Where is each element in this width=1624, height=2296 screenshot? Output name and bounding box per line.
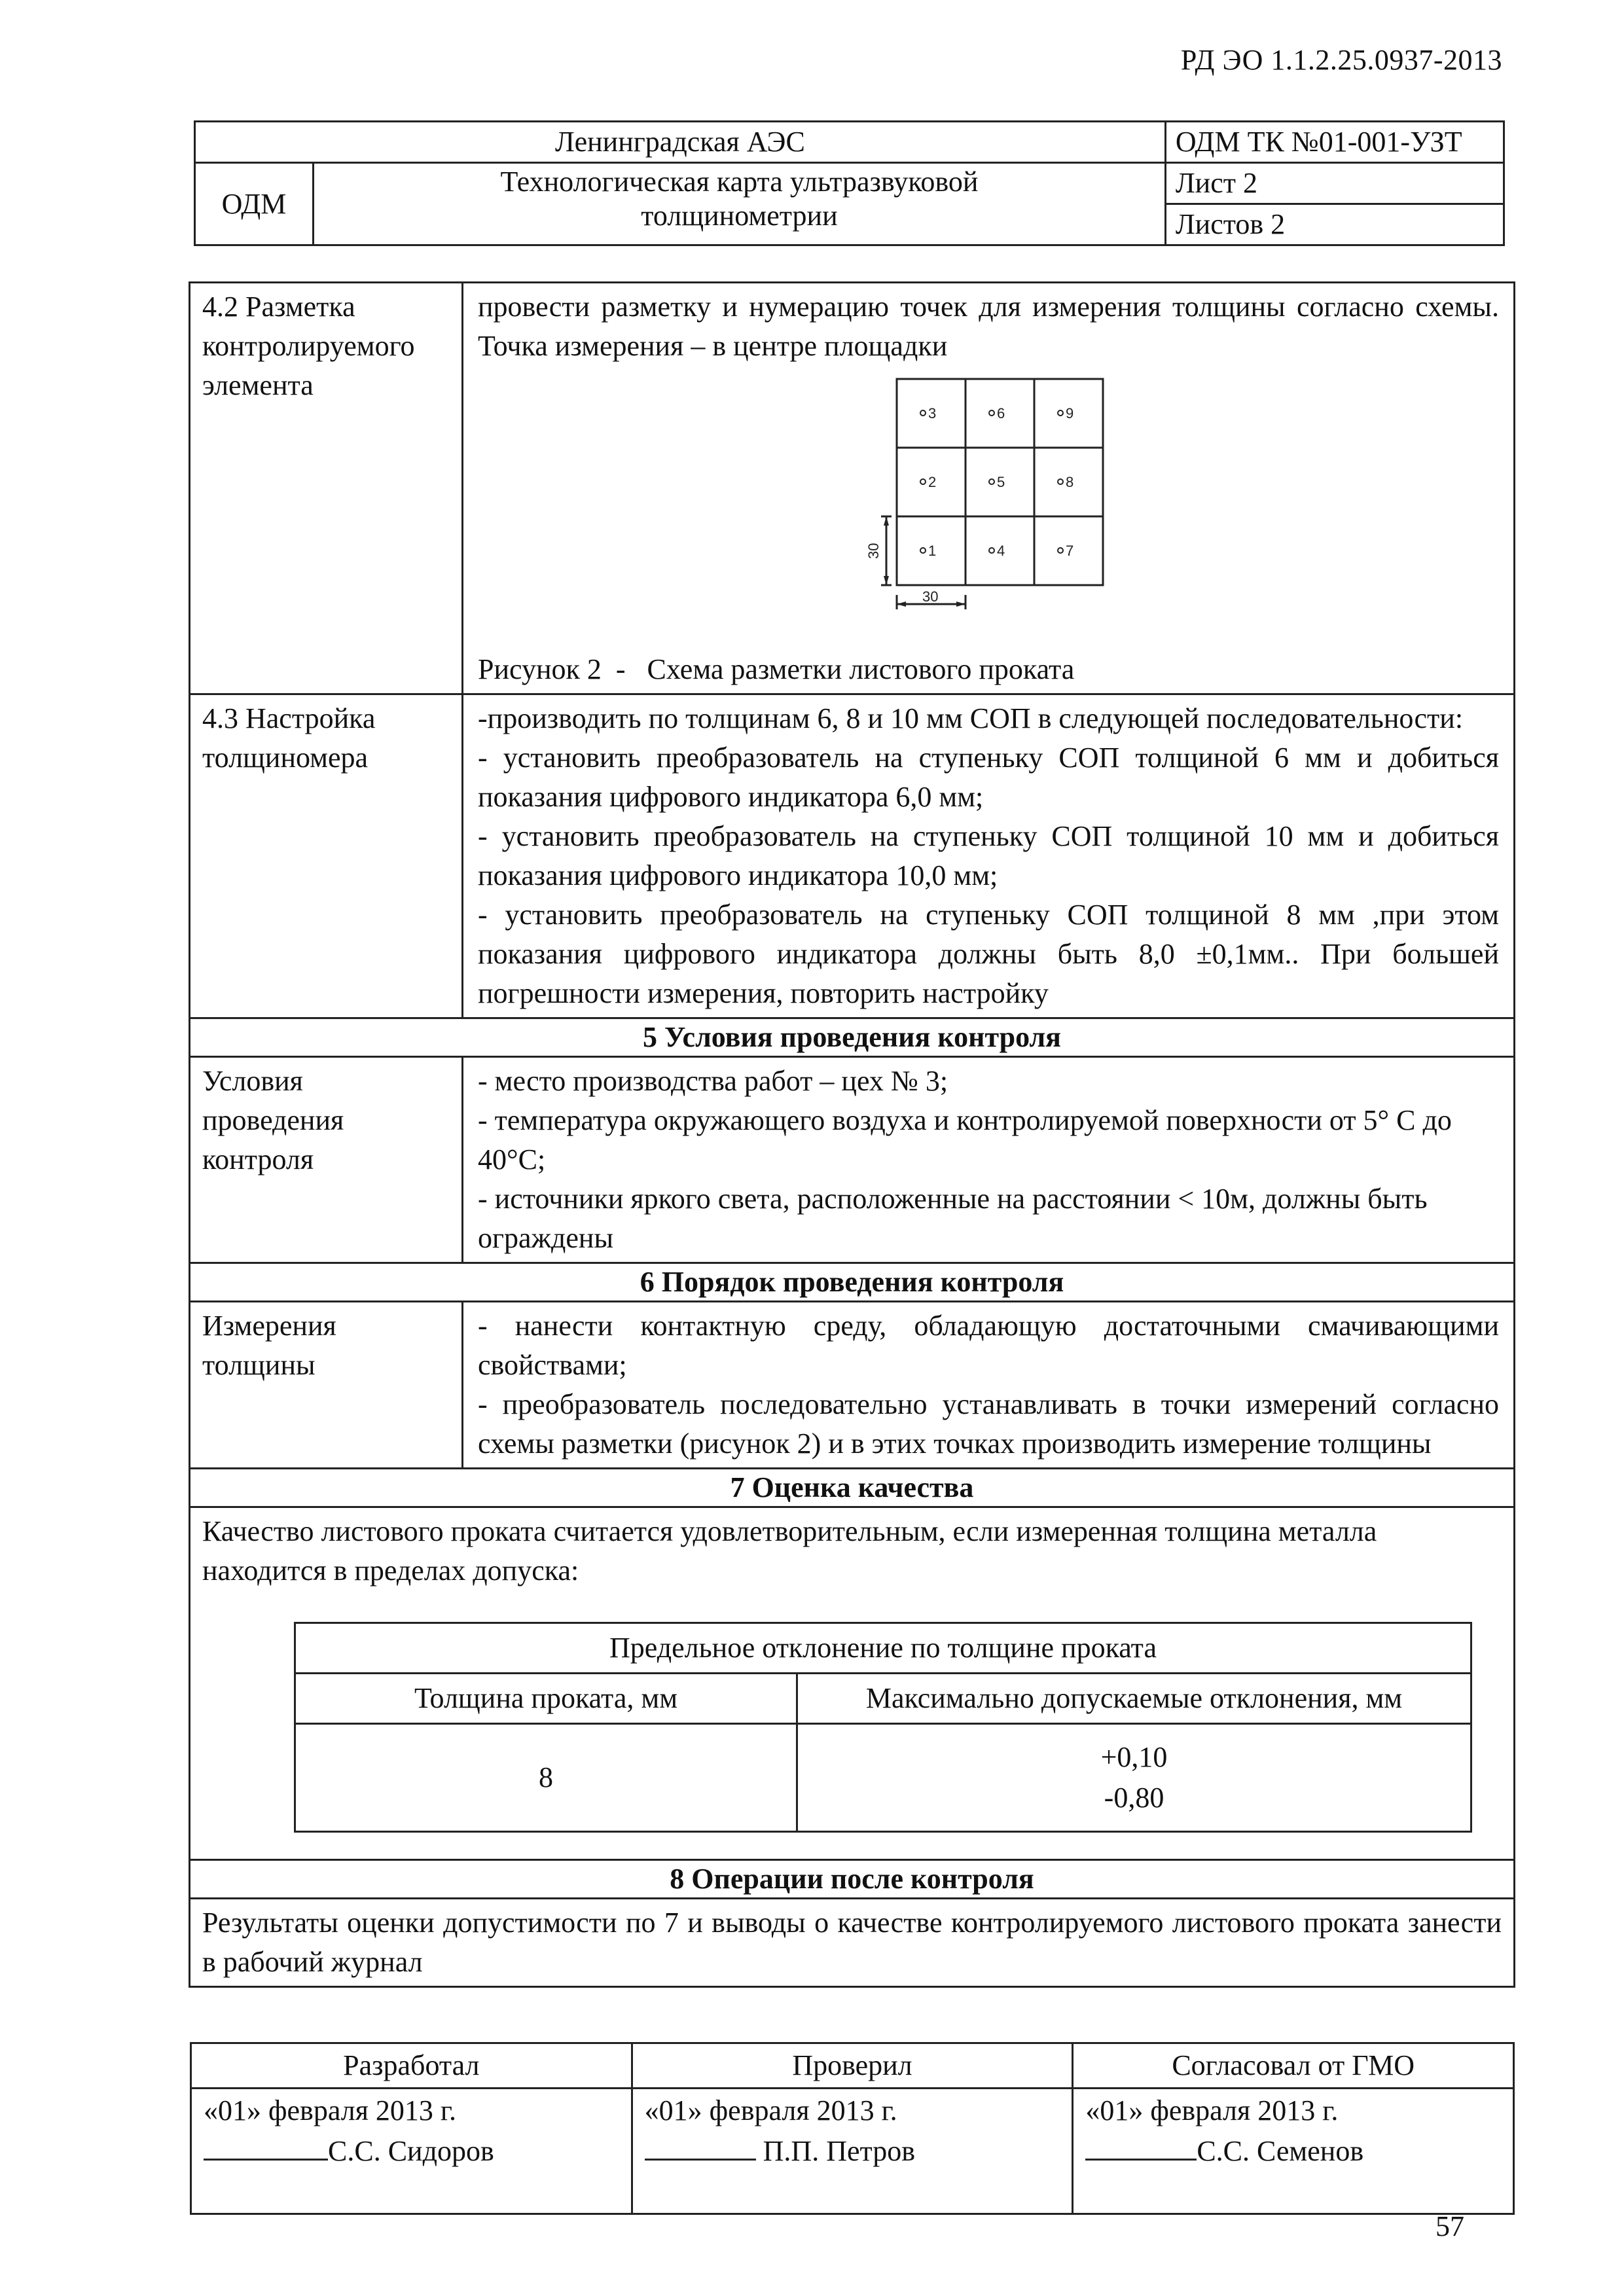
tolerance-col-thickness: Толщина проката, мм [295, 1674, 797, 1724]
grid-point-5: 5 [997, 474, 1005, 490]
signature-block [190, 2042, 1515, 2215]
sheet-number: Лист 2 [1165, 163, 1504, 204]
grid-point-1: 1 [928, 543, 937, 559]
tolerance-table-caption: Предельное отклонение по толщине проката [295, 1623, 1471, 1674]
section-4-2-content [463, 283, 1515, 694]
signature-role: Согласовал от ГМО [1073, 2043, 1514, 2089]
signature-line [1085, 2132, 1197, 2161]
process-table [189, 281, 1515, 1988]
signature-cell-approver [1073, 2089, 1514, 2214]
page-number: 57 [1435, 2210, 1464, 2242]
figure-caption: Рисунок 2 - Схема разметки листового проката [478, 653, 1075, 685]
sheets-total: Листов 2 [1165, 204, 1504, 245]
section-7-content [190, 1507, 1515, 1860]
dimension-vertical: 30 [865, 543, 882, 559]
section-5-label: Условия проведения контроля [190, 1057, 463, 1263]
section-6-label: Измерения толщины [190, 1302, 463, 1469]
section-5-title: 5 Условия проведения контроля [190, 1018, 1515, 1057]
deviation-plus: +0,10 [1100, 1741, 1168, 1773]
section-4-3-label: 4.3 Настройка толщиномера [190, 694, 463, 1018]
organization-name: Ленинградская АЭС [195, 122, 1166, 163]
marking-grid-svg [478, 366, 1499, 647]
procedure-item: - преобразователь последовательно устанавливать в точки измерений согласно схемы разметки (рисунок 2) и в этих точках производить измерение толщины [478, 1388, 1499, 1460]
tolerance-table [294, 1622, 1472, 1833]
section-6-title: 6 Порядок проведения контроля [190, 1263, 1515, 1302]
document-code: РД ЭО 1.1.2.25.0937-2013 [1180, 44, 1502, 76]
grid-point-4: 4 [997, 543, 1005, 559]
signature-line [645, 2132, 756, 2161]
signature-role: Проверил [632, 2043, 1073, 2089]
section-4-2-label: 4.2 Разметка контролируемого элемента [190, 283, 463, 694]
tolerance-col-deviation: Максимально допускаемые отклонения, мм [797, 1674, 1471, 1724]
section-5-content [463, 1057, 1515, 1263]
signature-line [204, 2132, 328, 2161]
deviation-minus: -0,80 [1104, 1782, 1164, 1814]
section-4-2-text: провести разметку и нумерацию точек для измерения толщины согласно схемы. Точка измерения – в центре площадки [478, 291, 1499, 362]
signature-role: Разработал [191, 2043, 632, 2089]
calibration-step: - установить преобразователь на ступеньку СОП толщиной 10 мм и добиться показания цифрового индикатора 10,0 мм; [478, 820, 1499, 891]
document-title: Технологическая карта ультразвуковой толщинометрии [314, 163, 1166, 245]
signature-cell-checker [632, 2089, 1073, 2214]
section-8-text: Результаты оценки допустимости по 7 и выводы о качестве контролируемого листового проката занести в рабочий журнал [190, 1899, 1515, 1987]
signature-date: «01» февраля 2013 г. [204, 2094, 457, 2126]
dimension-horizontal: 30 [922, 588, 939, 605]
document-number: ОДМ ТК №01-001-УЗТ [1165, 122, 1504, 163]
section-8-title: 8 Операции после контроля [190, 1860, 1515, 1899]
grid-point-6: 6 [997, 405, 1005, 422]
marking-scheme-figure [478, 366, 1499, 647]
grid-point-3: 3 [928, 405, 937, 422]
grid-point-8: 8 [1066, 474, 1074, 490]
signature-name: С.С. Семенов [1197, 2135, 1364, 2167]
signature-cell-developer [191, 2089, 632, 2214]
condition-item: - температура окружающего воздуха и контролируемой поверхности от 5° С до 40°С; [478, 1104, 1452, 1175]
condition-item: - источники яркого света, расположенные на расстоянии < 10м, должны быть ограждены [478, 1183, 1428, 1254]
calibration-step: - установить преобразователь на ступеньку СОП толщиной 8 мм ,при этом показания цифрового индикатора должны быть 8,0 ±0,1мм.. При большей погрешности измерения, повторить настройку [478, 899, 1499, 1009]
section-6-content [463, 1302, 1515, 1469]
grid-point-2: 2 [928, 474, 937, 490]
section-4-3-content [463, 694, 1515, 1018]
tolerance-thickness-value: 8 [295, 1724, 797, 1832]
condition-item: - место производства работ – цех № 3; [478, 1065, 948, 1097]
section-7-title: 7 Оценка качества [190, 1469, 1515, 1507]
calibration-step: -производить по толщинам 6, 8 и 10 мм СОП в следующей последовательности: [478, 702, 1464, 734]
signature-date: «01» февраля 2013 г. [644, 2094, 897, 2126]
signature-name: П.П. Петров [763, 2135, 916, 2167]
signature-name: С.С. Сидоров [328, 2135, 494, 2167]
procedure-item: - нанести контактную среду, обладающую достаточными смачивающими свойствами; [478, 1310, 1499, 1381]
calibration-step: - установить преобразователь на ступеньку СОП толщиной 6 мм и добиться показания цифрового индикатора 6,0 мм; [478, 742, 1499, 813]
quality-criterion-text: Качество листового проката считается удовлетворительным, если измеренная толщина металла находится в пределах допуска: [202, 1515, 1377, 1587]
grid-point-9: 9 [1066, 405, 1074, 422]
odm-label: ОДМ [195, 163, 314, 245]
tolerance-deviation-values [797, 1724, 1471, 1832]
title-block [194, 120, 1505, 246]
signature-date: «01» февраля 2013 г. [1085, 2094, 1339, 2126]
grid-point-7: 7 [1066, 543, 1074, 559]
